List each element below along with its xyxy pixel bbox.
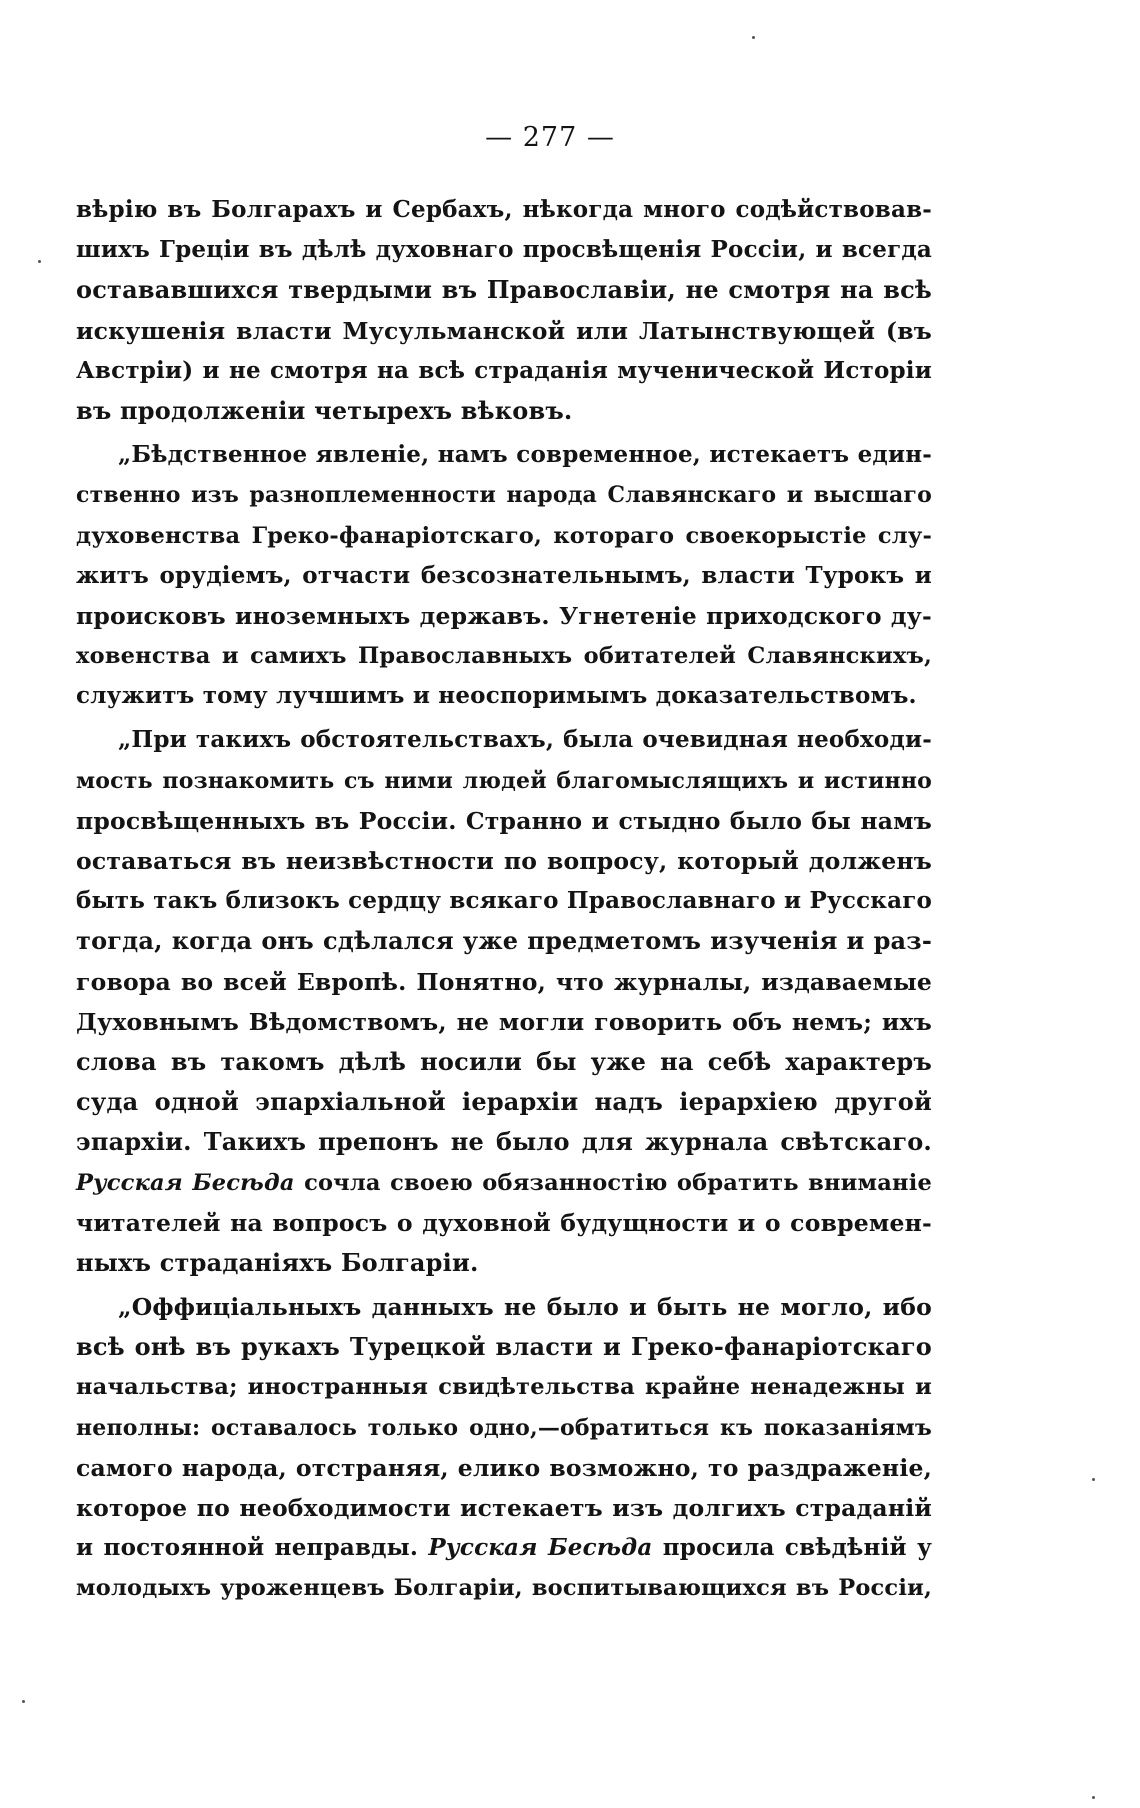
text-line: вѣрію въ Болгарахъ и Сербахъ, нѣкогда много содѣйствовав-	[76, 196, 932, 223]
scan-speck	[38, 260, 41, 263]
text-line: всѣ онѣ въ рукахъ Турецкой власти и Греко-фанаріотскаго	[76, 1332, 932, 1362]
text-line: ственно изъ разноплеменности народа Славянскаго и высшаго	[76, 482, 932, 509]
text-line: и постоянной неправды. Русская Бесѣда просила свѣдѣній у	[76, 1534, 932, 1562]
body-text	[76, 190, 932, 1609]
text-line: мость познакомить съ ними людей благомыслящихъ и истинно	[76, 767, 932, 794]
text-line: суда одной эпархіальной іерархіи надъ іерархіею другой	[76, 1087, 932, 1117]
scan-speck	[1092, 1478, 1095, 1481]
text-line: Австріи) и не смотря на всѣ страданія мученической Исторіи	[76, 356, 932, 384]
text-line: происковъ иноземныхъ державъ. Угнетеніе приходского ду-	[76, 601, 932, 630]
text-line: тогда, когда онъ сдѣлался уже предметомъ изученія и раз-	[76, 926, 932, 956]
paragraph	[76, 720, 932, 1283]
text-line: просвѣщенныхъ въ Россіи. Странно и стыдно было бы намъ	[76, 806, 932, 835]
text-line: шихъ Греціи въ дѣлѣ духовнаго просвѣщенія Россіи, и всегда	[76, 236, 932, 264]
text-line: оставаться въ неизвѣстности по вопросу, который долженъ	[76, 847, 932, 875]
scan-speck	[22, 1700, 25, 1703]
text-line: служитъ тому лучшимъ и неоспоримымъ доказательствомъ.	[76, 682, 917, 710]
text-line: самого народа, отстраняя, елико возможно, то раздраженіе,	[76, 1453, 932, 1482]
text-line: „Оффиціальныхъ данныхъ не было и быть не могло, ибо	[118, 1293, 932, 1322]
text-line: молодыхъ уроженцевъ Болгаріи, воспитывающихся въ Россіи,	[76, 1575, 932, 1602]
text-line: которое по необходимости истекаетъ изъ долгихъ страданій	[76, 1494, 932, 1522]
text-line: говора во всей Европѣ. Понятно, что журналы, издаваемые	[76, 967, 932, 996]
text-line: начальства; иностранныя свидѣтельства крайне ненадежны и	[76, 1374, 932, 1401]
text-line: житъ орудіемъ, отчасти безсознательнымъ, власти Турокъ и	[76, 561, 932, 589]
text-line: Русская Бесѣда сочла своею обязанностію обратить вниманіе	[76, 1169, 932, 1196]
text-line: духовенства Греко-фанаріотскаго, котораго своекорыстіе слу-	[76, 522, 932, 549]
text-line: ховенства и самихъ Православныхъ обитателей Славянскихъ,	[76, 643, 932, 670]
text-line: эпархіи. Такихъ препонъ не было для журнала свѣтскаго.	[76, 1127, 932, 1157]
text-line: слова въ такомъ дѣлѣ носили бы уже на себѣ характеръ	[76, 1046, 932, 1076]
scan-speck	[1092, 1796, 1095, 1799]
text-line: быть такъ близокъ сердцу всякаго Православнаго и Русскаго	[76, 887, 933, 915]
text-line: „При такихъ обстоятельствахъ, была очевидная необходи-	[118, 726, 932, 754]
page-number: — 277 —	[485, 122, 615, 153]
paragraph	[76, 1287, 932, 1609]
text-line: искушенія власти Мусульманской или Латынствующей (въ	[76, 316, 932, 345]
journal-title: Русская Бесѣда	[428, 1534, 653, 1562]
text-line: остававшихся твердыми въ Православіи, не смотря на всѣ	[76, 275, 932, 305]
text-line: читателей на вопросъ о духовной будущности и о современ-	[76, 1208, 932, 1237]
text-line: „Бѣдственное явленіе, намъ современное, истекаетъ един-	[118, 441, 932, 469]
journal-title: Русская Бесѣда	[76, 1169, 295, 1196]
text-line: ныхъ страданіяхъ Болгаріи.	[76, 1247, 479, 1277]
paragraph	[76, 190, 932, 431]
text-line: неполны: оставалось только одно,—обратиться къ показаніямъ	[76, 1414, 932, 1441]
text-line: въ продолженіи четырехъ вѣковъ.	[76, 395, 573, 425]
scan-speck	[752, 36, 755, 39]
text-line: Духовнымъ Вѣдомствомъ, не могли говорить объ немъ; ихъ	[76, 1007, 932, 1036]
paragraph	[76, 435, 932, 716]
